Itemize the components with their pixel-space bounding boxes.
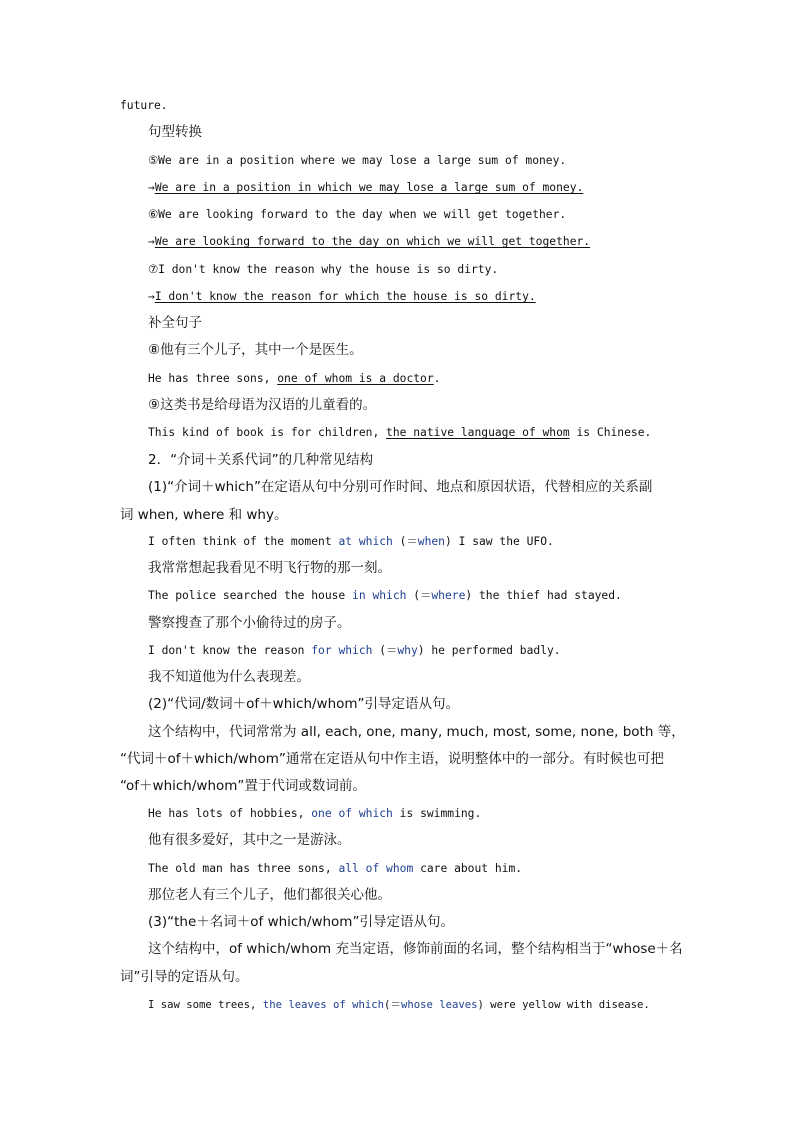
rule-1-line-2: 词 when, where 和 why。 [120, 507, 288, 523]
exercise-sentence-5: ⑤We are in a position where we may lose a large sum of money. [148, 154, 567, 167]
answer-line-7: →I don't know the reason for which the house is so dirty. [148, 290, 536, 303]
example-translation: 我不知道他为什么表现差。 [148, 669, 310, 685]
answer-line-9: This kind of book is for children, the native language of whom is Chinese. [148, 426, 652, 439]
text-line: future. [120, 99, 168, 112]
answer-line-6: →We are looking forward to the day on which we will get together. [148, 235, 591, 248]
example-translation: 警察搜查了那个小偷待过的房子。 [148, 615, 351, 631]
example-sentence: I saw some trees, the leaves of which(＝whose leaves) were yellow with disease. [148, 999, 650, 1011]
rule-2-line-3: “of＋which/whom”置于代词或数词前。 [120, 778, 366, 794]
answer-line-8: He has three sons, one of whom is a doctor. [148, 372, 441, 385]
example-sentence: The police searched the house in which (＝where) the thief had stayed. [148, 589, 622, 602]
exercise-sentence-6: ⑥We are looking forward to the day when we will get together. [148, 208, 567, 221]
exercise-sentence-8-chinese: ⑧他有三个儿子，其中一个是医生。 [148, 342, 363, 358]
section-heading-complete-sentences: 补全句子 [148, 315, 202, 331]
exercise-sentence-7: ⑦I don't know the reason why the house is so dirty. [148, 263, 499, 276]
answer-line-5: →We are in a position in which we may lose a large sum of money. [148, 181, 584, 194]
rule-3-line-1: 这个结构中，of which/whom 充当定语，修饰前面的名词，整个结构相当于“whose＋名 [148, 941, 683, 957]
example-sentence: I don't know the reason for which (＝why) he performed badly. [148, 644, 561, 657]
rule-2-line-2: “代词＋of＋which/whom”通常在定语从句中作主语，说明整体中的一部分。有时候也可把 [120, 751, 664, 767]
example-translation: 他有很多爱好，其中之一是游泳。 [148, 832, 351, 848]
example-sentence: He has lots of hobbies, one of which is swimming. [148, 807, 482, 820]
section-heading-sentence-transformation: 句型转换 [148, 124, 202, 140]
section-heading-preposition-relative-pronoun: 2．“介词＋关系代词”的几种常见结构 [148, 452, 374, 468]
rule-3-line-2: 词”引导的定语从句。 [120, 969, 249, 985]
exercise-sentence-9-chinese: ⑨这类书是给母语为汉语的儿童看的。 [148, 397, 377, 413]
example-translation: 我常常想起我看见不明飞行物的那一刻。 [148, 560, 391, 576]
rule-3-heading: (3)“the＋名词＋of which/whom”引导定语从句。 [148, 914, 454, 930]
rule-2-heading: (2)“代词/数词＋of＋which/whom”引导定语从句。 [148, 696, 460, 712]
example-sentence: I often think of the moment at which (＝when) I saw the UFO. [148, 535, 554, 548]
example-translation: 那位老人有三个儿子，他们都很关心他。 [148, 887, 391, 903]
rule-1-line-1: (1)“介词＋which”在定语从句中分别可作时间、地点和原因状语，代替相应的关系副 [148, 479, 653, 495]
rule-2-line-1: 这个结构中，代词常常为 all, each, one, many, much, most, some, none, both 等， [148, 724, 685, 740]
example-sentence: The old man has three sons, all of whom care about him. [148, 862, 523, 875]
